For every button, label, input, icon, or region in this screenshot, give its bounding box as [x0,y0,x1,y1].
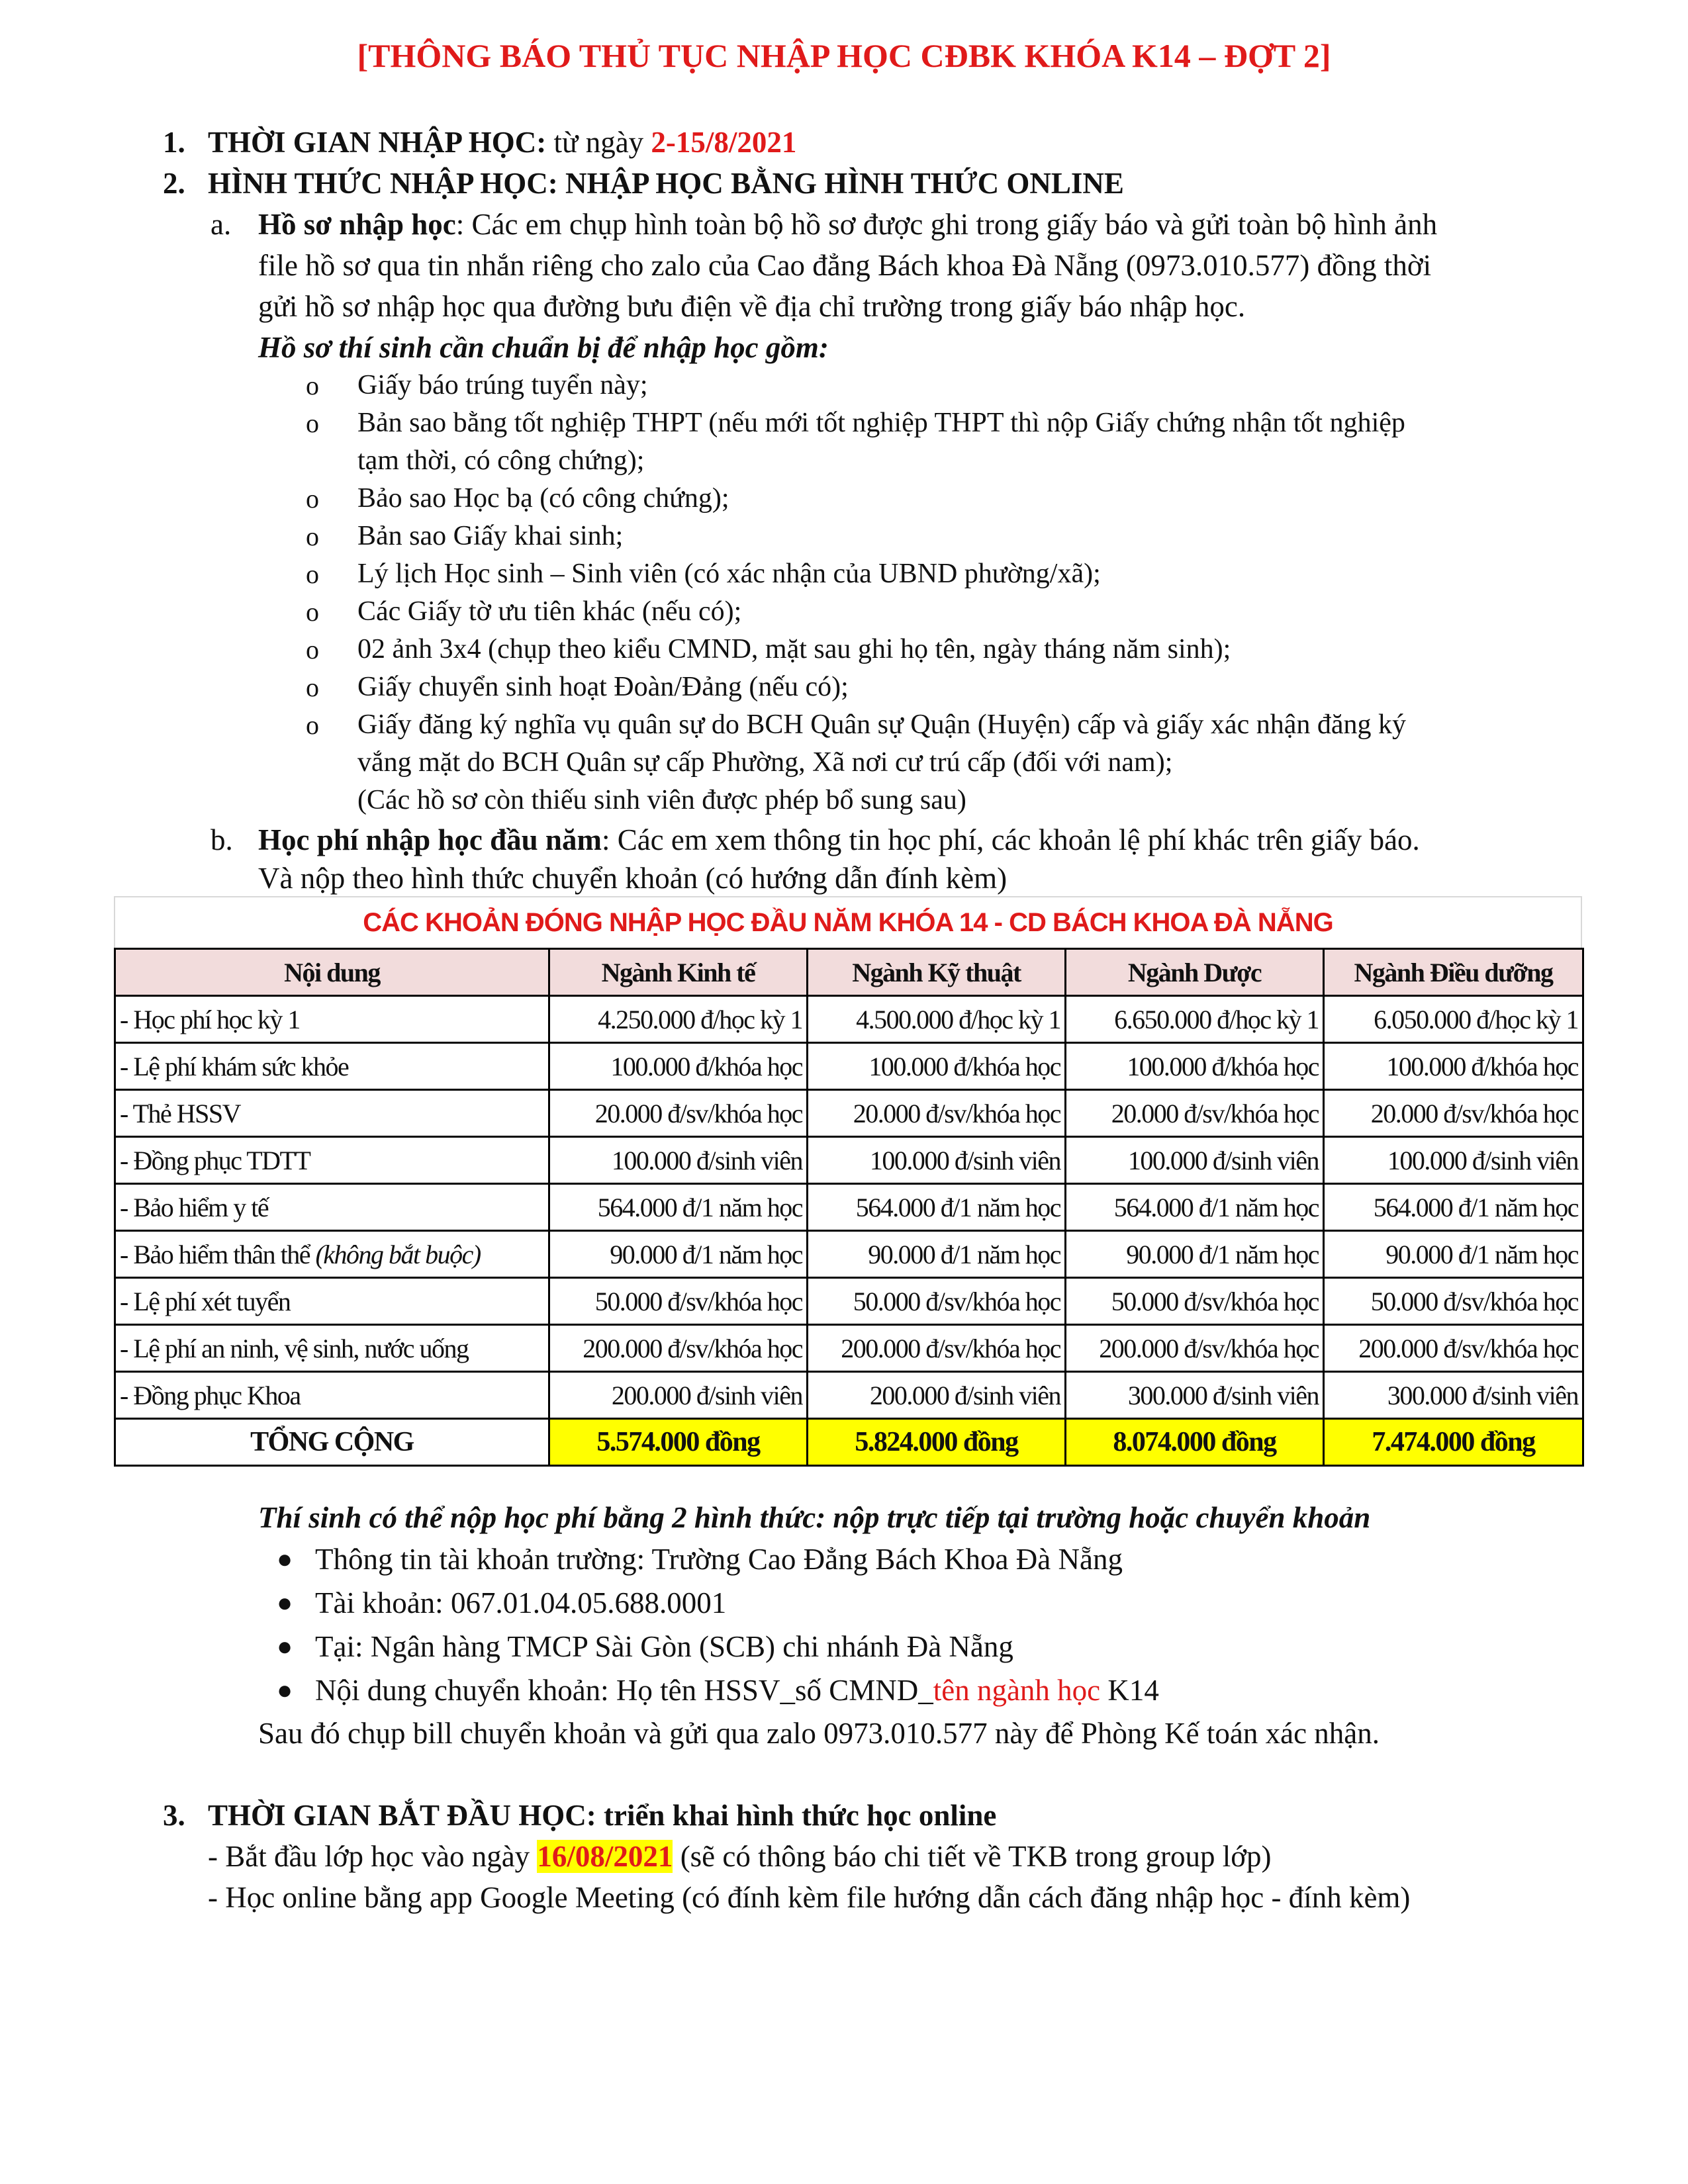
circle-bullet-icon: o [306,559,319,589]
list-item: o Giấy đăng ký nghĩa vụ quân sự do BCH Quân sự Quận (Huyện) cấp và giấy xác nhận đăng ký [357,706,1406,744]
sub-a-line-2: file hồ sơ qua tin nhắn riêng cho zalo của Cao đẳng Bách khoa Đà Nẵng (0973.010.577) đồng thời [258,249,1432,282]
section-2-number: 2. [163,167,185,200]
transfer-red-text: tên ngành học [933,1674,1101,1707]
total-label: TỔNG CỘNG [115,1419,549,1466]
section-2 [163,163,1124,204]
list-item: o Lý lịch Học sinh – Sinh viên (có xác nhận của UBND phường/xã); [357,555,1101,593]
sub-b-label: Học phí nhập học đầu năm [258,823,602,856]
fee-cell: 90.000 đ/1 năm học [1066,1231,1324,1278]
fee-cell: 564.000 đ/1 năm học [549,1184,808,1231]
fee-cell: 90.000 đ/1 năm học [808,1231,1066,1278]
total-value: 5.824.000 đồng [808,1419,1066,1466]
payment-heading: Thí sinh có thể nộp học phí bằng 2 hình thức: nộp trực tiếp tại trường hoặc chuyển khoản [258,1501,1371,1534]
table-row [115,1043,1583,1090]
sub-b-marker: b. [211,823,233,856]
list-item: o Giấy chuyển sinh hoạt Đoàn/Đảng (nếu có); [357,668,849,706]
table-row [115,1090,1583,1137]
table-row [115,1372,1583,1419]
column-header: Nội dung [115,949,549,996]
fee-cell: 100.000 đ/khóa học [549,1043,808,1090]
table-row [115,1325,1583,1372]
column-header: Ngành Kinh tế [549,949,808,996]
section-3-line-1: - Bắt đầu lớp học vào ngày 16/08/2021 (sẽ có thông báo chi tiết về TKB trong group lớp) [208,1840,1272,1873]
fee-cell: 300.000 đ/sinh viên [1324,1372,1583,1419]
total-value: 7.474.000 đồng [1324,1419,1583,1466]
list-item: o 02 ảnh 3x4 (chụp theo kiểu CMND, mặt sau ghi họ tên, ngày tháng năm sinh); [357,631,1231,668]
circle-bullet-icon: o [306,597,319,627]
fee-cell: 50.000 đ/sv/khóa học [1324,1278,1583,1325]
fee-cell: 200.000 đ/sv/khóa học [808,1325,1066,1372]
total-row [115,1419,1583,1466]
table-header-row [115,949,1583,996]
sub-a-marker: a. [211,208,232,241]
fee-cell: 50.000 đ/sv/khóa học [549,1278,808,1325]
list-item-continuation: vắng mặt do BCH Quân sự cấp Phường, Xã nơi cư trú cấp (đối với nam); [357,747,1173,778]
bullet-dot-icon: ● [277,1675,293,1705]
payment-after-note: Sau đó chụp bill chuyển khoản và gửi qua zalo 0973.010.577 này để Phòng Kế toán xác nhận. [258,1717,1380,1750]
section-1-date: 2-15/8/2021 [651,126,797,159]
fee-cell: 100.000 đ/sinh viên [1324,1137,1583,1184]
fee-cell: 100.000 đ/sinh viên [1066,1137,1324,1184]
list-item: o Giấy báo trúng tuyển này; [357,367,648,404]
sub-b-line-1 [258,819,1420,860]
sub-a-text-1: : Các em chụp hình toàn bộ hồ sơ được ghi trong giấy báo và gửi toàn bộ hình ảnh [455,208,1438,241]
fee-cell: 200.000 đ/sv/khóa học [1066,1325,1324,1372]
fee-cell: 200.000 đ/sinh viên [808,1372,1066,1419]
fee-cell: 50.000 đ/sv/khóa học [1066,1278,1324,1325]
sub-b-line-2: Và nộp theo hình thức chuyển khoản (có hướng dẫn đính kèm) [258,862,1008,895]
section-3-label: THỜI GIAN BẮT ĐẦU HỌC: triển khai hình thức học online [208,1799,997,1832]
section-3-line-2: - Học online bằng app Google Meeting (có đính kèm file hướng dẫn cách đăng nhập học - đính kèm) [208,1881,1411,1914]
section-1-text: từ ngày [546,126,651,159]
row-label: - Lệ phí khám sức khỏe [115,1043,549,1090]
fee-cell: 20.000 đ/sv/khóa học [1066,1090,1324,1137]
row-label: - Lệ phí xét tuyển [115,1278,549,1325]
column-header: Ngành Kỹ thuật [808,949,1066,996]
fee-cell: 90.000 đ/1 năm học [1324,1231,1583,1278]
fee-cell: 564.000 đ/1 năm học [1066,1184,1324,1231]
row-label: - Bảo hiểm thân thể (không bắt buộc) [115,1231,549,1278]
table-row [115,1137,1583,1184]
sub-a-label: Hồ sơ nhập học [258,208,456,241]
row-label: - Học phí học kỳ 1 [115,996,549,1043]
circle-bullet-icon: o [306,408,319,438]
circle-bullet-icon: o [306,672,319,702]
table-row [115,1184,1583,1231]
section-3 [163,1795,996,1836]
column-header: Ngành Điều dưỡng [1324,949,1583,996]
fee-cell: 200.000 đ/sv/khóa học [549,1325,808,1372]
table-row [115,996,1583,1043]
fee-cell: 100.000 đ/sinh viên [808,1137,1066,1184]
fee-cell: 564.000 đ/1 năm học [808,1184,1066,1231]
total-value: 5.574.000 đồng [549,1419,808,1466]
circle-bullet-icon: o [306,371,319,400]
sub-a-line-1 [258,204,1437,245]
row-label: - Đồng phục Khoa [115,1372,549,1419]
fee-cell: 50.000 đ/sv/khóa học [808,1278,1066,1325]
payment-bullet: ● Tại: Ngân hàng TMCP Sài Gòn (SCB) chi nhánh Đà Nẵng [315,1627,1013,1666]
fee-cell: 100.000 đ/khóa học [1324,1043,1583,1090]
list-item-note: (Các hồ sơ còn thiếu sinh viên được phép bổ sung sau) [357,785,966,815]
table-row [115,1231,1583,1278]
bullet-dot-icon: ● [277,1544,293,1574]
list-item-continuation: tạm thời, có công chứng); [357,445,645,476]
row-label: - Bảo hiểm y tế [115,1184,549,1231]
fee-cell: 300.000 đ/sinh viên [1066,1372,1324,1419]
circle-bullet-icon: o [306,522,319,551]
fee-cell: 20.000 đ/sv/khóa học [549,1090,808,1137]
section-1-number: 1. [163,126,185,159]
column-header: Ngành Dược [1066,949,1324,996]
list-item: o Các Giấy tờ ưu tiên khác (nếu có); [357,593,741,631]
fee-cell: 100.000 đ/khóa học [808,1043,1066,1090]
bullet-dot-icon: ● [277,1588,293,1617]
sub-b-text-1: : Các em xem thông tin học phí, các khoản lệ phí khác trên giấy báo. [601,823,1420,856]
bullet-dot-icon: ● [277,1631,293,1661]
payment-bullet: ● Nội dung chuyển khoản: Họ tên HSSV_số CMND_tên ngành học K14 [315,1670,1159,1710]
section-1 [163,122,796,163]
list-item: o Bản sao Giấy khai sinh; [357,518,623,555]
fee-cell: 4.250.000 đ/học kỳ 1 [549,996,808,1043]
circle-bullet-icon: o [306,710,319,740]
section-3-number: 3. [163,1799,185,1832]
fee-cell: 20.000 đ/sv/khóa học [808,1090,1066,1137]
circle-bullet-icon: o [306,484,319,514]
fee-cell: 200.000 đ/sinh viên [549,1372,808,1419]
payment-bullet: ● Thông tin tài khoản trường: Trường Cao Đẳng Bách Khoa Đà Nẵng [315,1539,1123,1579]
fee-table-body [115,996,1583,1419]
total-value: 8.074.000 đồng [1066,1419,1324,1466]
list-item: o Bản sao bằng tốt nghiệp THPT (nếu mới tốt nghiệp THPT thì nộp Giấy chứng nhận tốt nghiệp [357,404,1405,442]
circle-bullet-icon: o [306,635,319,664]
start-date-highlight: 16/08/2021 [537,1840,673,1873]
fee-cell: 100.000 đ/sinh viên [549,1137,808,1184]
payment-bullet: ● Tài khoản: 067.01.04.05.688.0001 [315,1583,726,1623]
fee-cell: 6.050.000 đ/học kỳ 1 [1324,996,1583,1043]
documents-subheading: Hồ sơ thí sinh cần chuẩn bị để nhập học gồm: [258,331,829,364]
fee-table-container [114,896,1582,1467]
row-label: - Thẻ HSSV [115,1090,549,1137]
fee-table-title: CÁC KHOẢN ĐÓNG NHẬP HỌC ĐẦU NĂM KHÓA 14 - CD BÁCH KHOA ĐÀ NẴNG [114,896,1582,948]
section-2-label: HÌNH THỨC NHẬP HỌC: NHẬP HỌC BẰNG HÌNH THỨC ONLINE [208,167,1124,200]
fee-cell: 200.000 đ/sv/khóa học [1324,1325,1583,1372]
row-label: - Đồng phục TDTT [115,1137,549,1184]
fee-table [114,948,1584,1467]
page-title: [THÔNG BÁO THỦ TỤC NHẬP HỌC CĐBK KHÓA K14 – ĐỢT 2] [357,37,1331,74]
section-1-label: THỜI GIAN NHẬP HỌC: [208,126,547,159]
list-item: o Bảo sao Học bạ (có công chứng); [357,480,729,518]
fee-cell: 6.650.000 đ/học kỳ 1 [1066,996,1324,1043]
table-row [115,1278,1583,1325]
fee-cell: 4.500.000 đ/học kỳ 1 [808,996,1066,1043]
fee-cell: 564.000 đ/1 năm học [1324,1184,1583,1231]
sub-a-line-3: gửi hồ sơ nhập học qua đường bưu điện về địa chỉ trường trong giấy báo nhập học. [258,290,1246,323]
row-label: - Lệ phí an ninh, vệ sinh, nước uống [115,1325,549,1372]
fee-cell: 90.000 đ/1 năm học [549,1231,808,1278]
fee-cell: 20.000 đ/sv/khóa học [1324,1090,1583,1137]
fee-cell: 100.000 đ/khóa học [1066,1043,1324,1090]
